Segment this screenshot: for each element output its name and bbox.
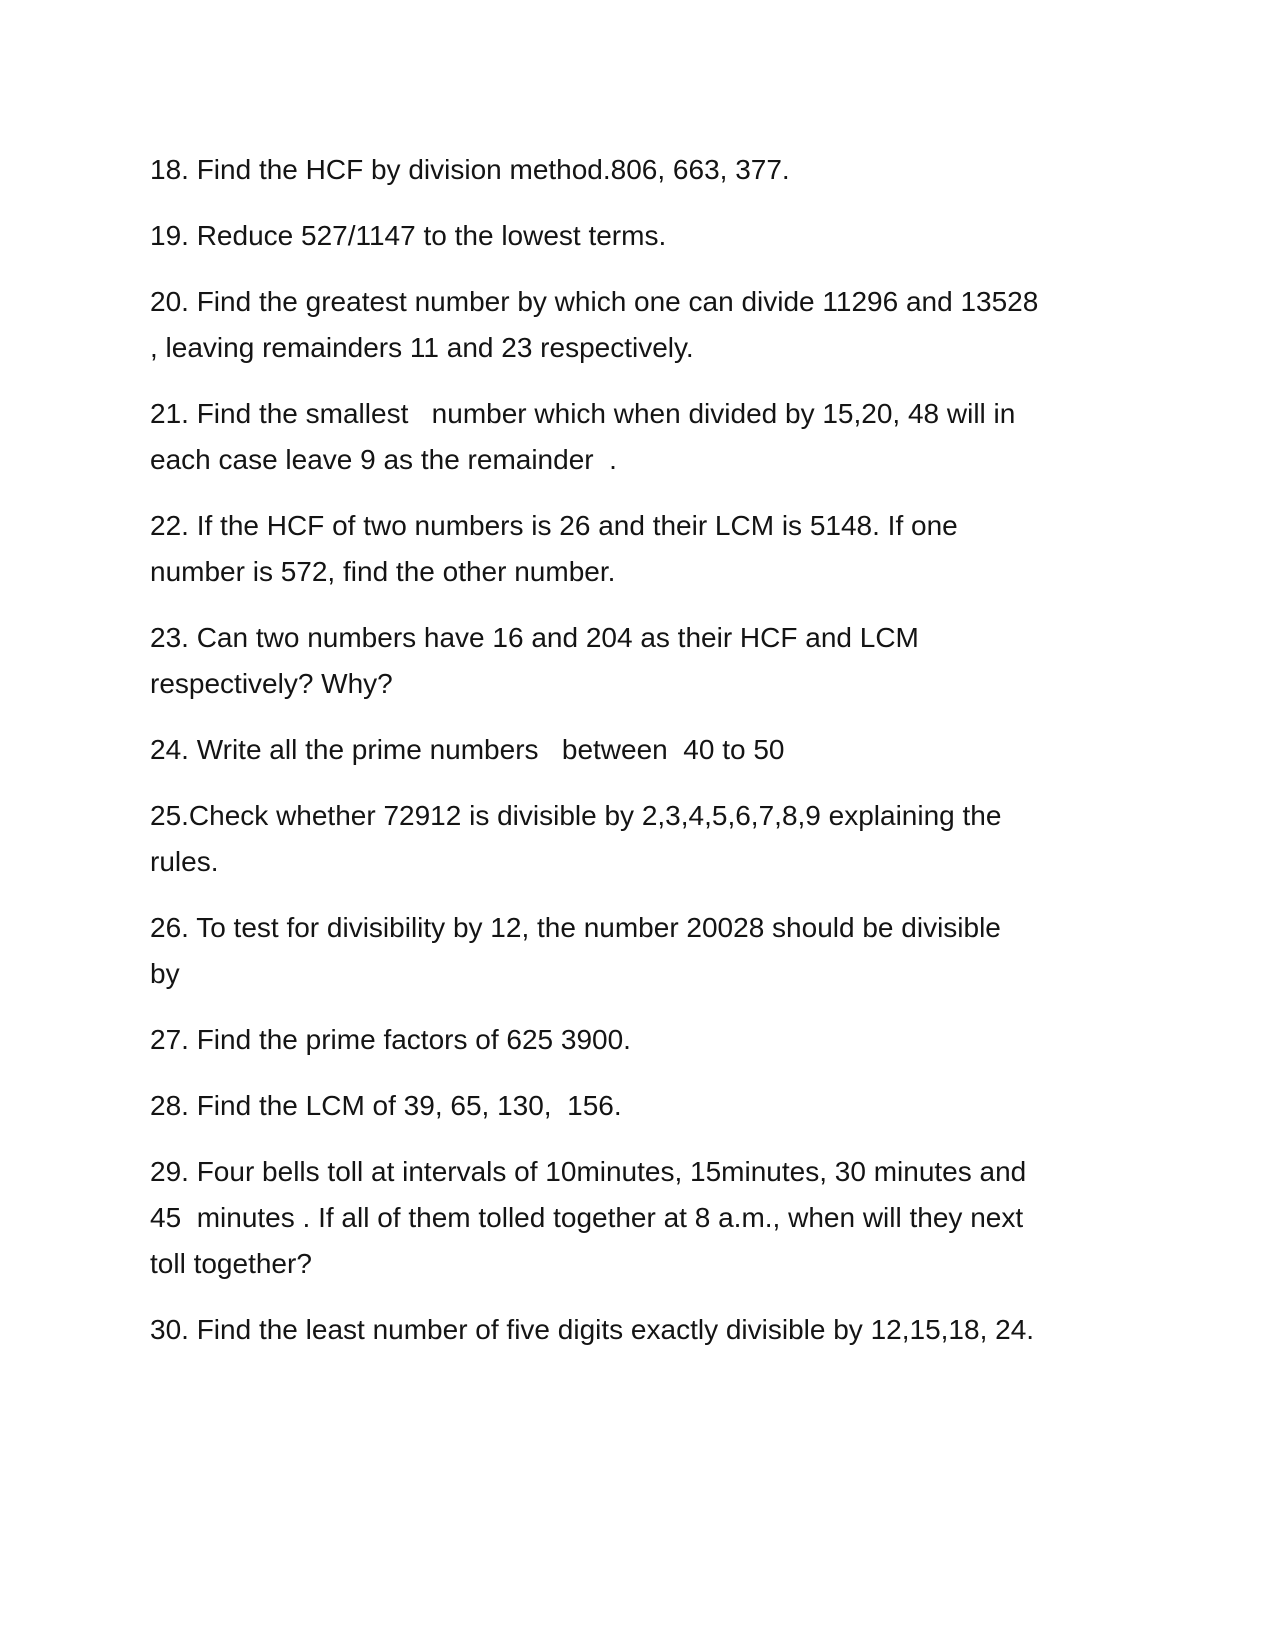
question-20: 20. Find the greatest number by which one can divide 11296 and 13528 , leaving remainders 11 and 23 respectively. — [150, 286, 1039, 363]
question-18: 18. Find the HCF by division method.806, 663, 377. — [150, 154, 790, 185]
question-22: 22. If the HCF of two numbers is 26 and their LCM is 5148. If one number is 572, find the other number. — [150, 510, 958, 587]
question-30: 30. Find the least number of five digits exactly divisible by 12,15,18, 24. — [150, 1314, 1035, 1345]
question-26: 26. To test for divisibility by 12, the number 20028 should be divisible by — [150, 912, 1001, 989]
question-24: 24. Write all the prime numbers between 40 to 50 — [150, 734, 785, 765]
question-25: 25.Check whether 72912 is divisible by 2,3,4,5,6,7,8,9 explaining the rules. — [150, 800, 1002, 877]
question-29: 29. Four bells toll at intervals of 10minutes, 15minutes, 30 minutes and 45 minutes . If all of them tolled together at 8 a.m., when will they next toll together? — [150, 1156, 1027, 1279]
question-21: 21. Find the smallest number which when divided by 15,20, 48 will in each case leave 9 as the remainder . — [150, 398, 1016, 475]
question-list — [150, 147, 1130, 1373]
question-23: 23. Can two numbers have 16 and 204 as their HCF and LCM respectively? Why? — [150, 622, 919, 699]
question-28: 28. Find the LCM of 39, 65, 130, 156. — [150, 1090, 622, 1121]
question-27: 27. Find the prime factors of 625 3900. — [150, 1024, 631, 1055]
question-19: 19. Reduce 527/1147 to the lowest terms. — [150, 220, 667, 251]
